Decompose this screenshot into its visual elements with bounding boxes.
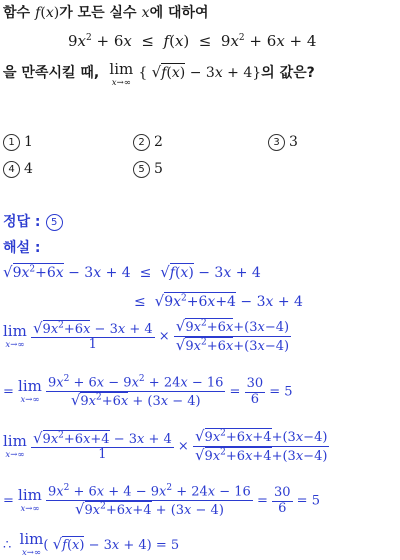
solution-step-4: = lim x→∞ $\frac{9x^2 + 6x - 9x^2 + 24x - 16}{√9x^2+6x + (3x - 4)}$ = $\frac{30}{6}$ = 5 (3, 374, 293, 410)
circled-number-icon: 5 (133, 161, 150, 178)
choice-3[interactable]: 3 3 (268, 134, 298, 151)
solution-step-6: = lim x→∞ $\frac{9x^2 + 6x + 4 - 9x^2 + 24x - 16}{√9x^2+6x+4 + (3x - 4)}$ = $\frac{30}{6}$ = 5 (3, 483, 320, 519)
circled-number-icon: 2 (133, 134, 150, 151)
circled-number-icon: 4 (3, 161, 20, 178)
choice-1[interactable]: 1 1 (3, 134, 33, 151)
circled-number-icon: 3 (268, 134, 285, 151)
circled-number-icon: 5 (46, 214, 63, 231)
solution-conclusion: ∴ lim x→∞ ( √f(x) − 3x + 4) = 5 (3, 530, 180, 558)
solution-label: 해설 : (3, 240, 41, 256)
question-line-3: 을 만족시킬 때, lim x→∞ { √f(x) − 3x + 4}의 값은? (3, 60, 315, 88)
choice-4[interactable]: 4 4 (3, 161, 33, 178)
question-line-1: 함수 f(x)가 모든 실수 x에 대하여 (3, 5, 209, 21)
choice-2[interactable]: 2 2 (133, 134, 163, 151)
solution-step-2: ≤ $√9x^2+6x+4 - 3x + 4$ (134, 292, 303, 310)
circled-number-icon: 1 (3, 134, 20, 151)
solution-step-5: lim x→∞ $\frac{√9x^2+6x+4 - 3x + 4}{1}$ × $\frac{√9x^2+6x+4+(3x-4)}{√9x^2+6x+4+(3x-4)}$ (3, 427, 328, 464)
solution-step-1: $√9x^2+6x - 3x + 4 \le √f(x) - 3x + 4$ (3, 263, 261, 281)
solution-step-3: lim x→∞ $\frac{√9x^2+6x - 3x + 4}{1}$ × $\frac{√9x^2+6x+(3x-4)}{√9x^2+6x+(3x-4)}$ (3, 317, 290, 354)
inequality: $9x^2 + 6x \le f(x) \le 9x^2 + 6x + 4$ (68, 32, 317, 50)
answer-line: 정답 : 5 (3, 211, 67, 231)
choice-5[interactable]: 5 5 (133, 161, 163, 178)
